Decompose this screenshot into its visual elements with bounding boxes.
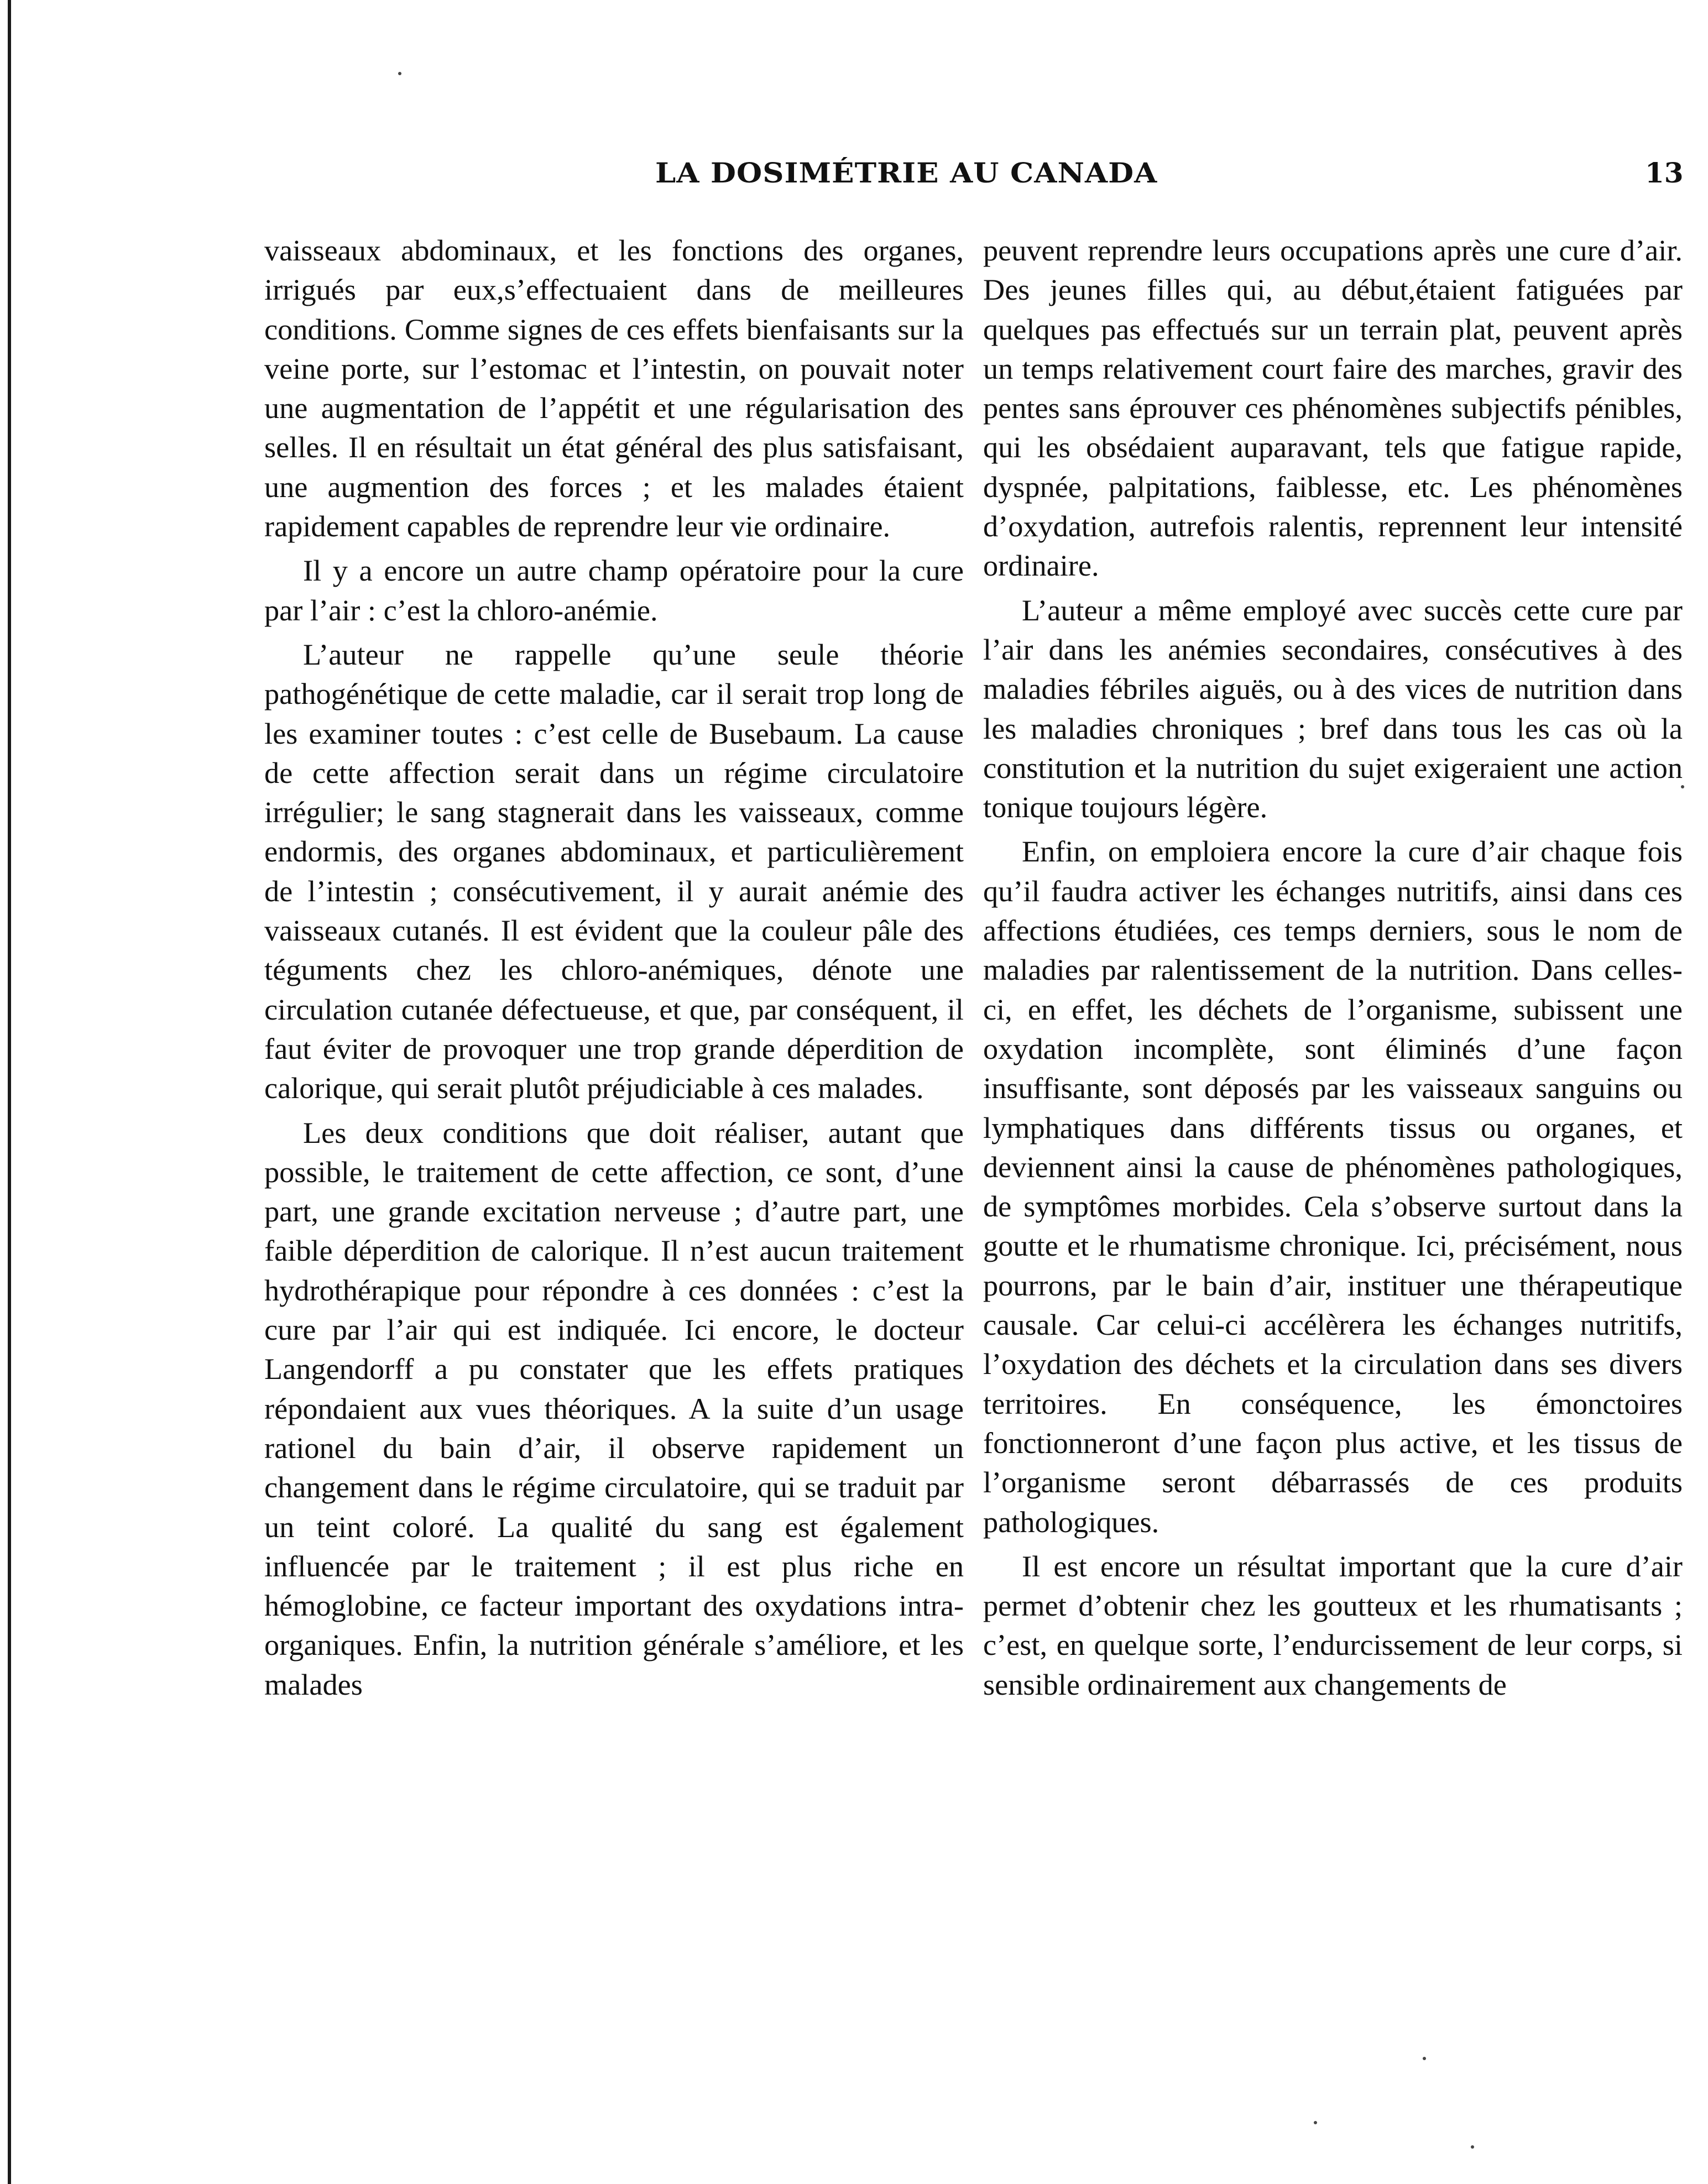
right-column [983,231,1683,1705]
paragraph: L’auteur ne rappelle qu’une seule théorie pathogénétique de cette maladie, car il serait trop long de les examiner toutes : c’est celle de Busebaum. La cause de cette affection serait dans un régime circulatoire irrégulier; le sang stagnerait dans les vaisseaux, comme endormis, des organes abdominaux, et particulièrement de l’intestin ; consécutivement, il y aurait anémie des vaisseaux cutanés. Il est évident que la couleur pâle des téguments chez les chloro-anémiques, dénote une circulation cutanée défectueuse, et que, par conséquent, il faut éviter de provoquer une trop grande déperdition de calorique, qui serait plutôt préjudiciable à ces malades. [264,638,964,1105]
paragraph: peuvent reprendre leurs occupations après une cure d’air. Des jeunes filles qui, au début,étaient fatiguées par quelques pas effectués sur un terrain plat, peuvent après un temps relativement court faire des marches, gravir des pentes sans éprouver ces phénomènes subjectifs pénibles, qui les obsédaient auparavant, tels que fatigue rapide, dyspnée, palpitations, faiblesse, etc. Les phénomènes d’oxydation, autrefois ralentis, reprennent leur intensité ordinaire. [983,234,1683,583]
paragraph: vaisseaux abdominaux, et les fonctions des organes, irrigués par eux,s’effectuaient dans de meilleures conditions. Comme signes de ces effets bienfaisants sur la veine porte, sur l’estomac et l’intestin, on pouvait noter une augmentation de l’appétit et une régularisation des selles. Il en résultait un état général des plus satisfaisant, une augmention des forces ; et les malades étaient rapidement capables de reprendre leur vie ordinaire. [264,234,964,544]
paragraph: Il est encore un résultat important que la cure d’air permet d’obtenir chez les goutteux et les rhumatisants ; c’est, en quelque sorte, l’endurcissement de leur corps, si sensible ordinairement aux changements de [983,1549,1683,1701]
print-speck [1314,2121,1317,2124]
paragraph: Il y a encore un autre champ opératoire pour la cure par l’air : c’est la chloro-anémie. [264,554,964,627]
paragraph: Les deux conditions que doit réaliser, autant que possible, le traitement de cette affection, ce sont, d’une part, une grande excitation nerveuse ; d’autre part, une faible déperdition de calorique. Il n’est aucun traitement hydrothérapique pour répondre à ces données : c’est la cure par l’air qui est indiquée. Ici encore, le docteur Langendorff a pu constater que les effets pratiques répondaient aux vues théoriques. A la suite d’un usage rationel du bain d’air, il observe rapidement un changement dans le régime circulatoire, qui se traduit par un teint coloré. La qualité du sang est également influencée par le traitement ; il est plus riche en hémoglobine, ce facteur important des oxydations intra-organiques. Enfin, la nutrition générale s’améliore, et les malades [264,1116,964,1701]
paragraph: Enfin, on emploiera encore la cure d’air chaque fois qu’il faudra activer les échanges nutritifs, ainsi dans ces affections étudiées, ces temps derniers, sous le nom de maladies par ralentissement de la nutrition. Dans celles-ci, en effet, les déchets de l’organisme, subissent une oxydation incomplète, sont éliminés d’une façon insuffisante, sont déposés par les vaisseaux sanguins ou lymphatiques dans différents tissus ou organes, et deviennent ainsi la cause de phénomènes pathologiques, de symptômes morbides. Cela s’observe surtout dans la goutte et le rhumatisme chronique. Ici, précisément, nous pourrons, par le bain d’air, instituer une thérapeutique causale. Car celui-ci accélèrera les échanges nutritifs, l’oxydation des déchets et la circulation dans ses divers territoires. En conséquence, les émonctoires fonctionneront d’une façon plus active, et les tissus de l’organisme seront débarrassés de ces produits pathologiques. [983,835,1683,1539]
print-speck [1471,2145,1474,2149]
running-title: LA DOSIMÉTRIE AU CANADA [655,156,1158,189]
print-speck [1423,2057,1426,2060]
page-edge-rule [8,0,11,2184]
left-column [264,231,964,1705]
print-speck [1681,785,1684,788]
print-speck [398,72,401,75]
paragraph: L’auteur a même employé avec succès cette cure par l’air dans les anémies secondaires, consécutives à des maladies fébriles aiguës, ou à des vices de nutrition dans les maladies chroniques ; bref dans tous les cas où la constitution et la nutrition du sujet exigeraient une action tonique toujours légère. [983,593,1683,824]
page-number: 13 [1645,156,1684,189]
